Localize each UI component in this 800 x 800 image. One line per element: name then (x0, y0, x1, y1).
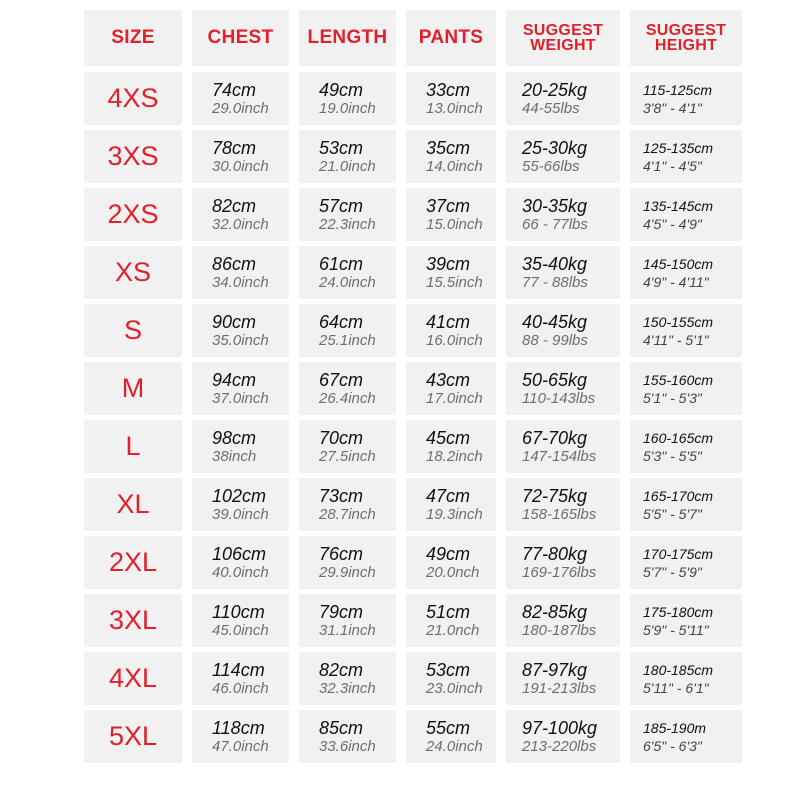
height-cell (630, 130, 742, 183)
length-inch: 19.0inch (319, 100, 376, 117)
chest-inch: 46.0inch (212, 680, 269, 697)
length-cell (299, 130, 396, 183)
weight-lbs: 158-165lbs (522, 506, 597, 523)
height-ft: 5'5" - 5'7" (643, 505, 702, 522)
chest-cell (192, 420, 289, 473)
weight-cell (506, 652, 620, 705)
height-ft: 5'9" - 5'11" (643, 621, 709, 638)
length-cell (299, 478, 396, 531)
header-suggest-weight-line2: WEIGHT (530, 37, 596, 54)
chest-inch: 40.0inch (212, 564, 269, 581)
height-ft: 5'3" - 5'5" (643, 447, 702, 464)
length-inch: 24.0inch (319, 274, 376, 291)
weight-kg: 20-25kg (522, 80, 588, 100)
height-cm: 175-180cm (643, 603, 714, 620)
length-cm: 85cm (319, 718, 364, 738)
length-cm: 67cm (319, 370, 364, 390)
height-cm: 185-190m (643, 719, 707, 736)
weight-kg: 40-45kg (522, 312, 588, 332)
length-cell (299, 304, 396, 357)
length-cell (299, 72, 396, 125)
height-cell (630, 188, 742, 241)
header-chest: CHEST (192, 10, 289, 66)
length-cm: 49cm (319, 80, 364, 100)
height-cell (630, 420, 742, 473)
pants-cm: 53cm (426, 660, 471, 680)
header-suggest-height-line1: SUGGEST (645, 22, 727, 39)
size-cell: 2XS (84, 188, 182, 241)
chest-cell (192, 536, 289, 589)
weight-lbs: 55-66lbs (522, 158, 580, 175)
weight-kg: 77-80kg (522, 544, 588, 564)
weight-cell (506, 304, 620, 357)
pants-inch: 21.0nch (426, 622, 480, 639)
weight-lbs: 88 - 99lbs (522, 332, 588, 349)
size-cell: XS (84, 246, 182, 299)
weight-lbs: 191-213lbs (522, 680, 597, 697)
length-inch: 26.4inch (319, 390, 376, 407)
chest-cell (192, 652, 289, 705)
height-ft: 5'1" - 5'3" (643, 389, 702, 406)
height-cm: 170-175cm (643, 545, 714, 562)
pants-inch: 15.5inch (426, 274, 483, 291)
length-cell (299, 652, 396, 705)
chest-inch: 35.0inch (212, 332, 269, 349)
length-inch: 32.3inch (319, 680, 376, 697)
weight-kg: 35-40kg (522, 254, 588, 274)
chest-cm: 102cm (212, 486, 267, 506)
length-inch: 22.3inch (319, 216, 376, 233)
size-cell: M (84, 362, 182, 415)
length-inch: 33.6inch (319, 738, 376, 755)
height-ft: 5'7" - 5'9" (643, 563, 702, 580)
chest-inch: 47.0inch (212, 738, 269, 755)
weight-cell (506, 420, 620, 473)
height-cm: 165-170cm (643, 487, 714, 504)
pants-cm: 47cm (426, 486, 471, 506)
pants-inch: 23.0inch (426, 680, 483, 697)
size-cell: 3XS (84, 130, 182, 183)
pants-cell (406, 188, 496, 241)
weight-kg: 67-70kg (522, 428, 588, 448)
length-inch: 29.9inch (319, 564, 376, 581)
height-ft: 4'1" - 4'5" (643, 157, 702, 174)
length-cell (299, 188, 396, 241)
pants-cm: 33cm (426, 80, 471, 100)
chest-cell (192, 304, 289, 357)
chest-cell (192, 478, 289, 531)
length-cell (299, 536, 396, 589)
pants-cm: 55cm (426, 718, 471, 738)
height-ft: 4'11" - 5'1" (643, 331, 709, 348)
weight-kg: 30-35kg (522, 196, 588, 216)
pants-inch: 13.0inch (426, 100, 483, 117)
pants-cell (406, 246, 496, 299)
weight-cell (506, 72, 620, 125)
length-cell (299, 594, 396, 647)
height-cell (630, 246, 742, 299)
weight-cell (506, 188, 620, 241)
length-cm: 79cm (319, 602, 364, 622)
length-cell (299, 246, 396, 299)
pants-cell (406, 594, 496, 647)
chest-cell (192, 362, 289, 415)
chest-inch: 37.0inch (212, 390, 269, 407)
header-size: SIZE (84, 10, 182, 66)
chest-cell (192, 594, 289, 647)
height-cm: 155-160cm (643, 371, 714, 388)
pants-cm: 43cm (426, 370, 471, 390)
weight-kg: 72-75kg (522, 486, 588, 506)
length-inch: 27.5inch (319, 448, 376, 465)
chest-inch: 39.0inch (212, 506, 269, 523)
size-cell: 4XS (84, 72, 182, 125)
weight-kg: 25-30kg (522, 138, 588, 158)
size-cell: XL (84, 478, 182, 531)
chest-inch: 30.0inch (212, 158, 269, 175)
weight-lbs: 44-55lbs (522, 100, 580, 117)
length-inch: 31.1inch (319, 622, 376, 639)
size-cell: 2XL (84, 536, 182, 589)
pants-inch: 15.0inch (426, 216, 483, 233)
length-cm: 70cm (319, 428, 364, 448)
size-cell: 4XL (84, 652, 182, 705)
pants-cm: 37cm (426, 196, 471, 216)
height-cell (630, 536, 742, 589)
chest-cm: 90cm (212, 312, 257, 332)
height-cell (630, 72, 742, 125)
size-chart-table (84, 10, 740, 768)
height-cell (630, 710, 742, 763)
length-cell (299, 420, 396, 473)
pants-inch: 19.3inch (426, 506, 483, 523)
height-cell (630, 362, 742, 415)
length-cm: 76cm (319, 544, 364, 564)
length-cm: 82cm (319, 660, 364, 680)
chest-cm: 118cm (212, 718, 265, 738)
weight-lbs: 213-220lbs (522, 738, 597, 755)
weight-lbs: 147-154lbs (522, 448, 597, 465)
height-cell (630, 652, 742, 705)
chest-inch: 34.0inch (212, 274, 269, 291)
height-cm: 135-145cm (643, 197, 714, 214)
chest-cell (192, 188, 289, 241)
size-cell: L (84, 420, 182, 473)
weight-lbs: 169-176lbs (522, 564, 597, 581)
weight-lbs: 77 - 88lbs (522, 274, 588, 291)
height-cm: 160-165cm (643, 429, 714, 446)
chest-cell (192, 130, 289, 183)
length-cm: 61cm (319, 254, 364, 274)
weight-lbs: 110-143lbs (522, 390, 596, 407)
chest-inch: 38inch (212, 448, 257, 465)
height-ft: 5'11" - 6'1" (643, 679, 709, 696)
pants-inch: 16.0inch (426, 332, 483, 349)
pants-cm: 39cm (426, 254, 471, 274)
height-cm: 115-125cm (643, 81, 713, 98)
weight-cell (506, 594, 620, 647)
weight-cell (506, 246, 620, 299)
length-cell (299, 362, 396, 415)
chest-cm: 94cm (212, 370, 257, 390)
pants-cell (406, 536, 496, 589)
chest-cm: 114cm (212, 660, 265, 680)
chest-cm: 110cm (212, 602, 265, 622)
chest-cm: 98cm (212, 428, 257, 448)
pants-cell (406, 362, 496, 415)
weight-lbs: 66 - 77lbs (522, 216, 588, 233)
header-suggest-weight-line1: SUGGEST (522, 22, 604, 39)
height-cm: 125-135cm (643, 139, 714, 156)
chest-cell (192, 246, 289, 299)
header-suggest-height-line2: HEIGHT (654, 37, 718, 54)
header-suggest-height (630, 10, 742, 66)
weight-kg: 50-65kg (522, 370, 588, 390)
pants-inch: 14.0inch (426, 158, 483, 175)
pants-inch: 24.0inch (426, 738, 483, 755)
pants-cell (406, 652, 496, 705)
weight-kg: 82-85kg (522, 602, 588, 622)
weight-kg: 87-97kg (522, 660, 588, 680)
pants-cell (406, 478, 496, 531)
chest-cm: 74cm (212, 80, 257, 100)
weight-kg: 97-100kg (522, 718, 598, 738)
chest-cm: 78cm (212, 138, 257, 158)
pants-cm: 49cm (426, 544, 471, 564)
pants-cell (406, 130, 496, 183)
length-cm: 64cm (319, 312, 364, 332)
header-suggest-weight (506, 10, 620, 66)
chest-cm: 86cm (212, 254, 257, 274)
size-cell: S (84, 304, 182, 357)
length-inch: 25.1inch (319, 332, 376, 349)
header-pants: PANTS (406, 10, 496, 66)
height-ft: 6'5" - 6'3" (643, 737, 702, 754)
pants-cm: 35cm (426, 138, 471, 158)
height-ft: 4'5" - 4'9" (643, 215, 702, 232)
chest-cell (192, 72, 289, 125)
chest-cell (192, 710, 289, 763)
pants-inch: 20.0nch (426, 564, 480, 581)
pants-cm: 41cm (426, 312, 471, 332)
length-cm: 73cm (319, 486, 364, 506)
pants-cell (406, 420, 496, 473)
chest-inch: 45.0inch (212, 622, 269, 639)
pants-cell (406, 304, 496, 357)
weight-cell (506, 710, 620, 763)
pants-inch: 18.2inch (426, 448, 483, 465)
height-cell (630, 594, 742, 647)
pants-cm: 45cm (426, 428, 471, 448)
height-cell (630, 304, 742, 357)
weight-cell (506, 478, 620, 531)
height-ft: 4'9" - 4'11" (643, 273, 709, 290)
size-cell: 3XL (84, 594, 182, 647)
length-cell (299, 710, 396, 763)
height-cm: 180-185cm (643, 661, 714, 678)
pants-inch: 17.0inch (426, 390, 483, 407)
weight-lbs: 180-187lbs (522, 622, 597, 639)
chest-inch: 32.0inch (212, 216, 269, 233)
weight-cell (506, 362, 620, 415)
length-inch: 21.0inch (319, 158, 376, 175)
length-cm: 53cm (319, 138, 364, 158)
height-cell (630, 478, 742, 531)
weight-cell (506, 536, 620, 589)
size-cell: 5XL (84, 710, 182, 763)
height-cm: 145-150cm (643, 255, 714, 272)
height-ft: 3'8" - 4'1" (643, 99, 702, 116)
height-cm: 150-155cm (643, 313, 714, 330)
chest-cm: 106cm (212, 544, 267, 564)
pants-cell (406, 72, 496, 125)
weight-cell (506, 130, 620, 183)
pants-cm: 51cm (426, 602, 471, 622)
length-inch: 28.7inch (319, 506, 376, 523)
length-cm: 57cm (319, 196, 364, 216)
chest-cm: 82cm (212, 196, 257, 216)
header-length: LENGTH (299, 10, 396, 66)
chest-inch: 29.0inch (212, 100, 269, 117)
pants-cell (406, 710, 496, 763)
